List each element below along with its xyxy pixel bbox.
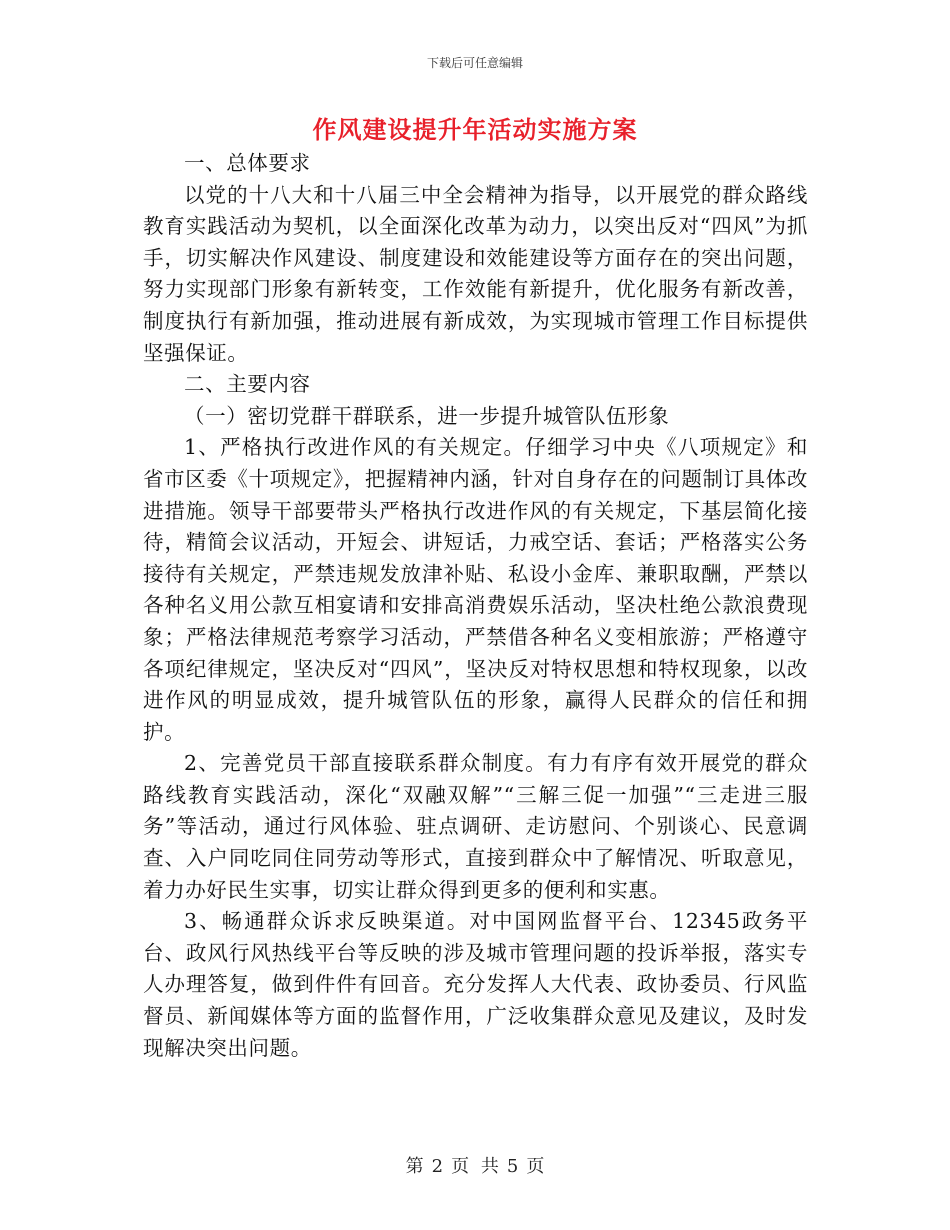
section-heading-main-content: 二、主要内容	[184, 372, 311, 397]
footer-suffix: 页	[526, 1156, 545, 1177]
paragraph-item-3: 3、畅通群众诉求反映渠道。对中国网监督平台、12345政务平台、政风行风热线平台等反映的涉及城市管理问题的投诉举报，落实专人办理答复，做到件件有回音。充分发挥人大代表、政协委员、行风监督员、新闻媒体等方面的监督作用，广泛收集群众意见及建议，及时发现解决突出问题。	[143, 909, 808, 1060]
footer-total-pages: 5	[506, 1156, 519, 1177]
document-title: 作风建设提升年活动实施方案	[312, 116, 638, 144]
footer-prefix: 第	[405, 1156, 424, 1177]
document-body	[143, 148, 808, 1064]
paragraph-item-1: 1、严格执行改进作风的有关规定。仔细学习中央《八项规定》和省市区委《十项规定》，把握精神内涵，针对自身存在的问题制订具体改进措施。领导干部要带头严格执行改进作风的有关规定，下基层简化接待，精简会议活动，开短会、讲短话，力戒空话、套话；严格落实公务接待有关规定，严禁违规发放津补贴、私设小金库、兼职取酬，严禁以各种名义用公款互相宴请和安排高消费娱乐活动，坚决杜绝公款浪费现象；严格法律规范考察学习活动，严禁借各种名义变相旅游；严格遵守各项纪律规定，坚决反对“四风”，坚决反对特权思想和特权现象，以改进作风的明显成效，提升城管队伍的形象，赢得人民群众的信任和拥护。	[143, 435, 808, 744]
page-footer	[0, 1152, 950, 1178]
footer-current-page: 2	[431, 1156, 444, 1177]
header-note: 下载后可任意编辑	[426, 56, 523, 70]
paragraph-item-2: 2、完善党员干部直接联系群众制度。有力有序有效开展党的群众路线教育实践活动，深化“双融双解”“三解三促一加强”“三走进三服务”等活动，通过行风体验、驻点调研、走访慰问、个别谈心、民意调查、入户同吃同住同劳动等形式，直接到群众中了解情况、听取意见，着力办好民生实事，切实让群众得到更多的便利和实惠。	[143, 751, 808, 902]
section-heading-general-requirements: 一、总体要求	[184, 151, 311, 175]
footer-middle: 页 共	[451, 1156, 499, 1177]
paragraph-general-requirements: 以党的十八大和十八届三中全会精神为指导，以开展党的群众路线教育实践活动为契机，以全面深化改革为动力，以突出反对“四风”为抓手，切实解决作风建设、制度建设和效能建设等方面存在的突出问题，努力实现部门形象有新转变，工作效能有新提升，优化服务有新改善，制度执行有新加强，推动进展有新成效，为实现城市管理工作目标提供坚强保证。	[143, 182, 808, 365]
subsection-heading-1: （一）密切党群干群联系，进一步提升城管队伍形象	[184, 403, 670, 428]
